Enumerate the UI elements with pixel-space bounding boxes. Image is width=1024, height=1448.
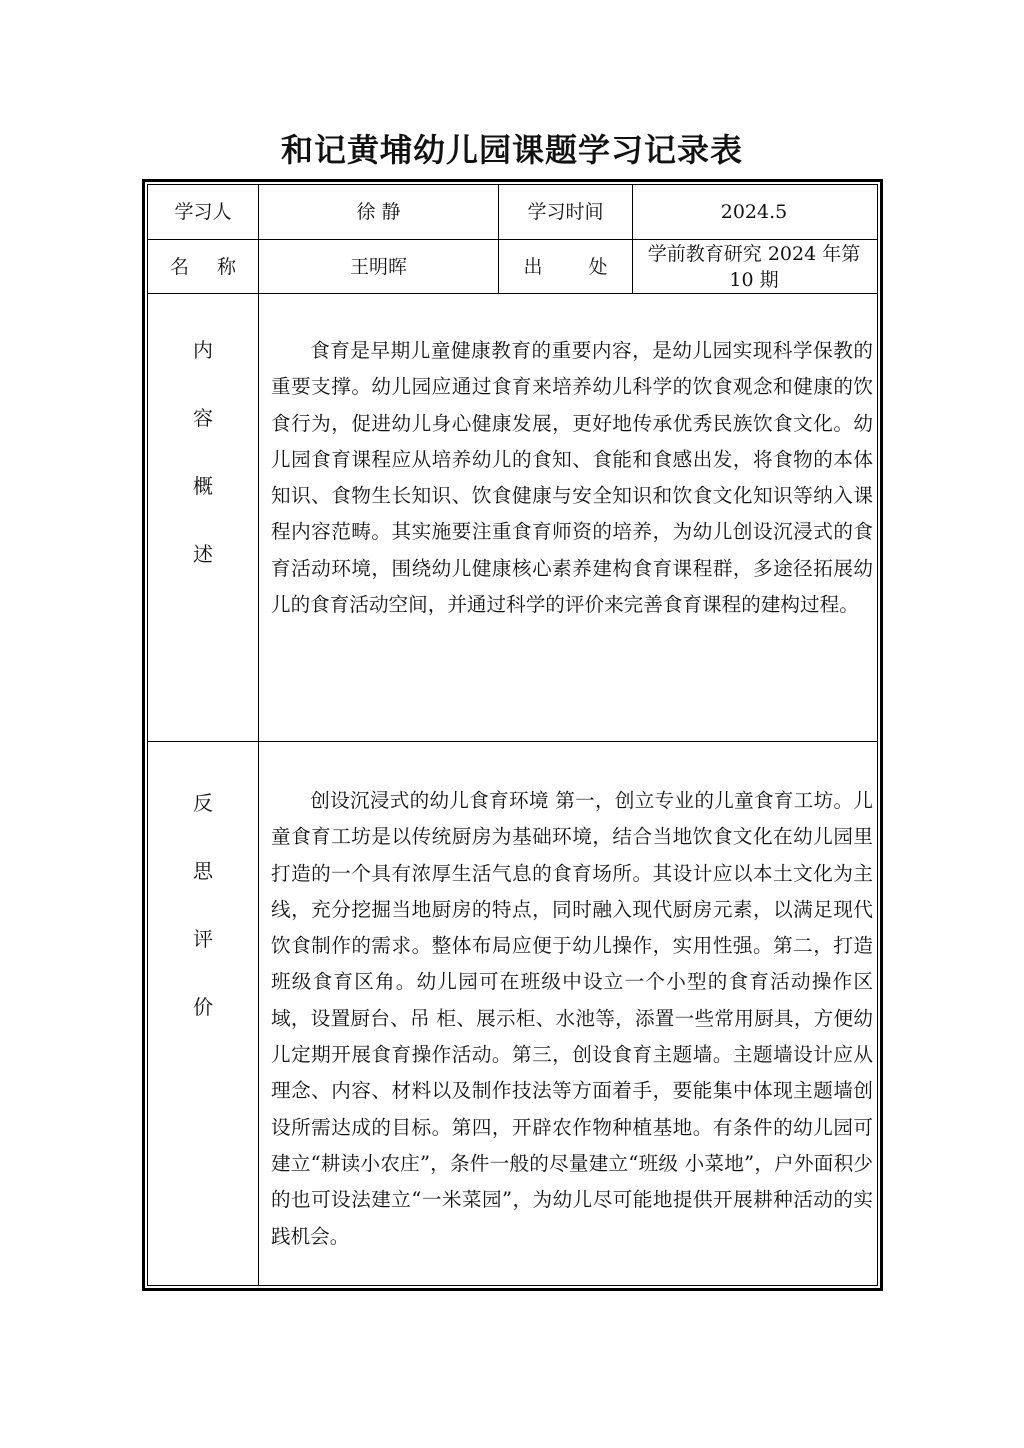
title-label: 名 称 (169, 255, 237, 278)
summary-label (148, 294, 258, 575)
source-value-line-1: 学前教育研究 2024 年第 (647, 242, 861, 265)
column-divider-1 (258, 185, 259, 1285)
study-time-label: 学习时间 (527, 201, 604, 223)
reflection-label-char-3: 评 (193, 927, 213, 951)
source-value (633, 240, 875, 293)
source-label: 出 处 (523, 255, 608, 278)
reflection-text: 创设沉浸式的幼儿食育环境 第一，创立专业的儿童食育工坊。儿童食育工坊是以传统厨房为基础环境，结合当地饮食文化在幼儿园里打造的一个具有浓厚生活气息的食育场所。其设计应以本土文化为主线，充分挖掘当地厨房的特点，同时融入现代厨房元素，以满足现代饮食制作的需求。整体布局应便于幼儿操作，实用性强。第二，打造班级食育区角。幼儿园可在班级中设立一个小型的食育活动操作区域，设置厨台、吊 柜、展示柜、水池等，添置一些常用厨具，方便幼儿定期开展食育操作活动。第三，创设食育主题墙。主题墙设计应从理念、内容、材料以及制作技法等方面着手，要能集中体现主题墙创设所需达成的目标。第四，开辟农作物种植基地。有条件的幼儿园可建立“耕读小农庄”，条件一般的尽量建立“班级 小菜地”，户外面积少的也可设法建立“一米菜园”，为幼儿尽可能地提供开展耕种活动的实践机会。 (271, 789, 873, 1248)
reflection-label (148, 742, 258, 1030)
page-title: 和记黄埔幼儿园课题学习记录表 (280, 131, 743, 169)
learner-value: 徐 静 (356, 201, 401, 223)
summary-label-char-2: 容 (193, 405, 213, 430)
reflection-label-char-4: 价 (193, 995, 213, 1019)
summary-label-char-1: 内 (193, 337, 213, 362)
summary-text: 食育是早期儿童健康教育的重要内容，是幼儿园实现科学保教的重要支撑。幼儿园应通过食育来培养幼儿科学的饮食观念和健康的饮食行为，促进幼儿身心健康发展，更好地传承优秀民族饮食文化。幼儿园食育课程应从培养幼儿的食知、食能和食感出发，将食物的本体知识、食物生长知识、饮食健康与安全知识和饮食文化知识等纳入课程内容范畴。其实施要注重食育师资的培养，为幼儿创设沉浸式的食育活动环境，围绕幼儿健康核心素养建构食育课程群，多途径拓展幼儿的食育活动空间，并通过科学的评价来完善食育课程的建构过程。 (271, 339, 873, 617)
learner-label: 学习人 (174, 201, 232, 223)
record-table (142, 179, 883, 1291)
summary-label-char-3: 概 (193, 473, 213, 498)
study-time-value: 2024.5 (720, 201, 788, 223)
record-table-inner (147, 184, 878, 1286)
title-value: 王明晖 (349, 255, 407, 278)
reflection-label-char-2: 思 (193, 859, 213, 883)
source-value-line-2: 10 期 (729, 268, 779, 291)
summary-label-char-4: 述 (193, 541, 213, 566)
reflection-label-char-1: 反 (193, 791, 213, 815)
